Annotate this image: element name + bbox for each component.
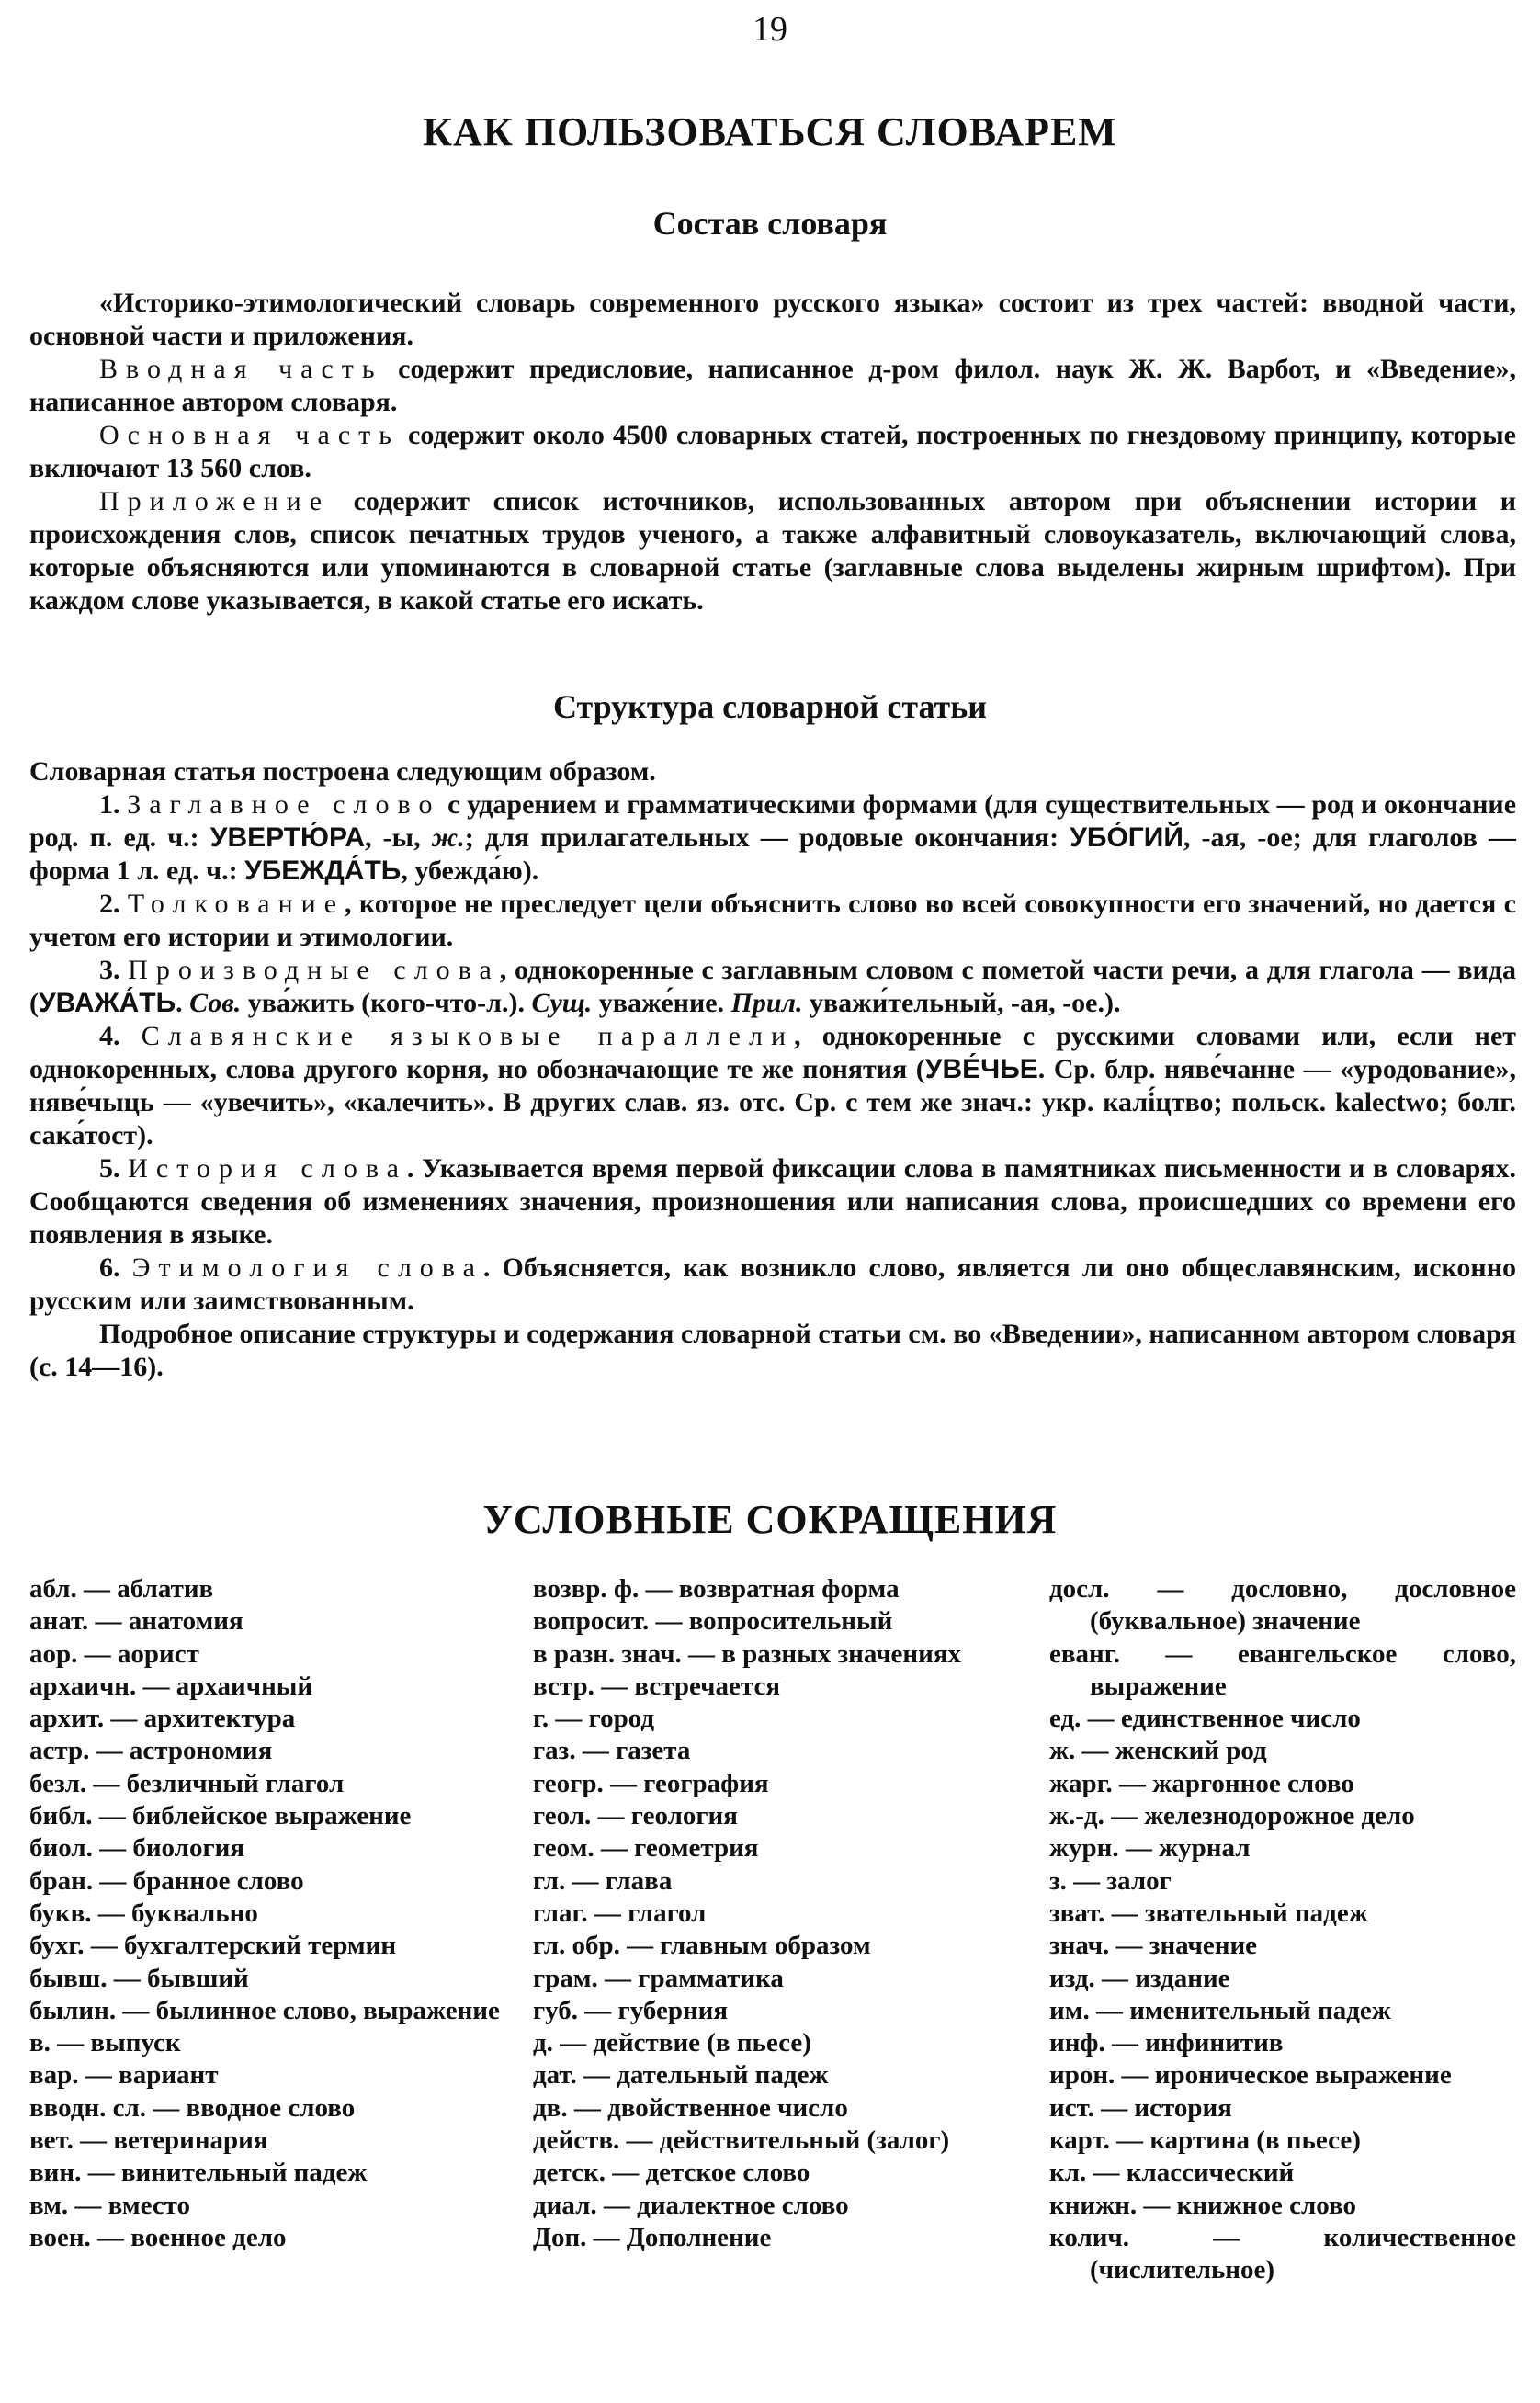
abbreviation-entry: ирон. — ироническое выражение bbox=[1049, 2060, 1452, 2091]
item-number: 4. bbox=[99, 1021, 142, 1051]
grammar-mark: ж. bbox=[431, 822, 465, 853]
abbreviation-entry: изд. — издание bbox=[1049, 1963, 1230, 1993]
item-text: . Объясняется, как возникло слово, является ли оно общеславянским, исконно русским или заимствованным. bbox=[29, 1253, 1516, 1316]
abbreviations-list bbox=[29, 1573, 1516, 2382]
abbreviation-entry: газ. — газета bbox=[533, 1736, 691, 1766]
composition-text bbox=[29, 287, 1516, 618]
abbreviation-entry: д. — действие (в пьесе) bbox=[533, 2028, 811, 2058]
composition-paragraph-1: «Историко-этимологический словарь современного русского языка» состоит из трех частей: вводной части, основной части и приложения. bbox=[29, 288, 1516, 351]
abbreviation-entry: бухг. — бухгалтерский термин bbox=[29, 1931, 397, 1961]
abbreviation-entry: журн. — журнал bbox=[1049, 1833, 1251, 1864]
item-text: , однокоренные с русскими словами или, если нет однокоренных, слова другого корня, но обозначающие те же понятия ( bbox=[29, 1021, 1516, 1084]
item-text: . Ср. блр. няве́чанне — «уродование», няве́чыць — «увечить», «калечить». В других слав. яз. отс. Ср. с тем же знач.: укр. калі́цтво; польск. kalectwo; болг. сака́тост). bbox=[29, 1054, 1516, 1150]
abbreviation-entry: знач. — значение bbox=[1049, 1931, 1258, 1961]
abbreviation-entry: г. — город bbox=[533, 1704, 655, 1734]
grammar-mark: Сов. bbox=[189, 988, 242, 1018]
abbreviation-entry: гл. обр. — главным образом bbox=[533, 1931, 871, 1961]
abbreviation-entry: гл. — глава bbox=[533, 1865, 673, 1896]
structure-item-6 bbox=[29, 1252, 1516, 1318]
abbreviation-entry: геом. — геометрия bbox=[533, 1833, 759, 1864]
section-title-composition: Состав словаря bbox=[652, 205, 888, 242]
abbreviation-entry: детск. — детское слово bbox=[533, 2158, 810, 2188]
composition-paragraph-2 bbox=[29, 353, 1516, 419]
grammar-mark: Прил. bbox=[730, 988, 803, 1018]
term-slavic-parallels: Славянские языковые параллели bbox=[141, 1021, 795, 1051]
abbreviation-entry: ед. — единственное число bbox=[1049, 1704, 1361, 1734]
term-main-part: Основная часть bbox=[99, 420, 400, 450]
abbreviation-entry: в. — выпуск bbox=[29, 2028, 181, 2058]
abbreviation-entry: вопросит. — вопросительный bbox=[533, 1606, 893, 1637]
abbreviation-entry: бран. — бранное слово bbox=[29, 1865, 304, 1896]
abbreviation-entry: досл. — дословно, дословное (буквальное) значение bbox=[1049, 1574, 1516, 1637]
item-number: 2. bbox=[99, 889, 128, 919]
abbreviation-entry: вин. — винительный падеж bbox=[29, 2158, 368, 2188]
item-text: ува́жить (кого-что-л.). bbox=[241, 988, 532, 1018]
abbreviation-entry: действ. — действительный (залог) bbox=[533, 2125, 950, 2156]
example-headword: УВЕ́ЧЬЕ bbox=[924, 1054, 1038, 1084]
item-text: с ударением и грамматическими формами (для существительных — род и окончание род. п. ед. ч.: bbox=[29, 789, 1517, 853]
abbreviation-entry: глаг. — глагол bbox=[533, 1898, 707, 1928]
abbreviation-entry: им. — именительный падеж bbox=[1049, 1995, 1391, 2025]
example-headword: УБО́ГИЙ bbox=[1070, 822, 1183, 853]
structure-outro: Подробное описание структуры и содержания словарной статьи см. во «Введении», написанном автором словаря (с. 14—16). bbox=[29, 1319, 1516, 1382]
item-number: 3. bbox=[99, 955, 129, 985]
abbreviation-entry: зват. — звательный падеж bbox=[1049, 1898, 1368, 1928]
item-text: , убежда́ю). bbox=[401, 856, 539, 886]
composition-paragraph-4 bbox=[29, 485, 1516, 618]
abbreviation-entry: воен. — военное дело bbox=[29, 2222, 287, 2252]
example-headword: УВАЖА́ТЬ bbox=[39, 988, 176, 1018]
item-number: 5. bbox=[99, 1153, 129, 1184]
abbreviation-entry: встр. — встречается bbox=[533, 1671, 781, 1701]
term-derived-words: Производные слова bbox=[128, 955, 500, 985]
abbreviation-entry: вар. — вариант bbox=[29, 2060, 219, 2091]
term-word-history: История слова bbox=[128, 1153, 407, 1184]
section-title-abbreviations: УСЛОВНЫЕ СОКРАЩЕНИЯ bbox=[482, 1497, 1058, 1542]
item-text: ; для прилагательных — родовые окончания: bbox=[464, 822, 1070, 853]
abbreviation-entry: бывш. — бывший bbox=[29, 1963, 249, 1993]
page-number: 19 bbox=[753, 10, 787, 49]
abbreviation-entry: грам. — грамматика bbox=[533, 1963, 784, 1993]
abbreviation-entry: губ. — губерния bbox=[533, 1995, 729, 2025]
abbreviation-entry: з. — залог bbox=[1049, 1865, 1172, 1896]
structure-item-2 bbox=[29, 888, 1516, 954]
term-appendix: Приложение bbox=[99, 486, 331, 516]
item-text: , -ы, bbox=[365, 822, 432, 853]
abbreviation-entry: в разн. знач. — в разных значениях bbox=[533, 1638, 962, 1669]
abbreviation-entry: архит. — архитектура bbox=[29, 1704, 296, 1734]
abbreviation-entry: астр. — астрономия bbox=[29, 1736, 273, 1766]
abbreviation-entry: вводн. сл. — вводное слово bbox=[29, 2092, 356, 2123]
composition-paragraph-4-text: содержит список источников, использованных автором при объяснении истории и происхождения слов, список печатных трудов ученого, а также алфавитный словоуказатель, включающий слова, которые объясняются или упоминаются в словарной статье (заглавные слова выделены жирным шрифтом). При каждом слове указывается, в какой статье его искать. bbox=[29, 486, 1516, 616]
abbreviation-entry: дат. — дательный падеж bbox=[533, 2060, 829, 2091]
grammar-mark: Сущ. bbox=[531, 988, 593, 1018]
abbreviation-entry: биол. — биология bbox=[29, 1833, 245, 1864]
example-headword: УБЕЖДА́ТЬ bbox=[244, 856, 402, 886]
abbreviation-entry: дв. — двойственное число bbox=[533, 2092, 848, 2123]
item-number: 1. bbox=[99, 789, 128, 820]
abbreviations-column-1 bbox=[29, 1573, 507, 2254]
composition-paragraph-3-text: содержит около 4500 словарных статей, построенных по гнездовому принципу, которые включают 13 560 слов. bbox=[29, 420, 1516, 483]
structure-item-3 bbox=[29, 954, 1516, 1020]
abbreviation-entry: безл. — безличный глагол bbox=[29, 1768, 345, 1798]
abbreviation-entry: Доп. — Дополнение bbox=[533, 2222, 772, 2252]
structure-item-4 bbox=[29, 1020, 1516, 1152]
main-title: КАК ПОЛЬЗОВАТЬСЯ СЛОВАРЕМ bbox=[423, 109, 1117, 154]
abbreviation-entry: ж. — женский род bbox=[1049, 1736, 1267, 1766]
abbreviation-entry: вм. — вместо bbox=[29, 2190, 191, 2220]
abbreviation-entry: карт. — картина (в пьесе) bbox=[1049, 2125, 1361, 2156]
structure-intro: Словарная статья построена следующим образом. bbox=[29, 756, 656, 787]
item-number: 6. bbox=[99, 1253, 132, 1283]
abbreviation-entry: анат. — анатомия bbox=[29, 1606, 243, 1637]
abbreviation-entry: еванг. — евангельское слово, выражение bbox=[1049, 1638, 1516, 1701]
abbreviation-entry: диал. — диалектное слово bbox=[533, 2190, 849, 2220]
item-text: , которое не преследует цели объяснить слово во всей совокупности его значений, но дается с учетом его истории и этимологии. bbox=[29, 889, 1516, 952]
item-text: , -ая, -ое; для глаголов — форма 1 л. ед. ч.: bbox=[29, 822, 1516, 886]
abbreviation-entry: жарг. — жаргонное слово bbox=[1049, 1768, 1354, 1798]
abbreviation-entry: книжн. — книжное слово bbox=[1049, 2190, 1356, 2220]
structure-item-5 bbox=[29, 1152, 1516, 1252]
example-headword: УВЕРТЮ́РА bbox=[209, 822, 366, 853]
abbreviation-entry: колич. — количественное (числительное) bbox=[1049, 2222, 1516, 2285]
item-text: уваже́ние. bbox=[592, 988, 731, 1018]
abbreviation-entry: былин. — былинное слово, выражение bbox=[29, 1995, 500, 2025]
term-headword: Заглавное слово bbox=[127, 789, 441, 820]
abbreviation-entry: аор. — аорист bbox=[29, 1638, 199, 1669]
abbreviation-entry: кл. — классический bbox=[1049, 2158, 1295, 2188]
abbreviation-entry: вет. — ветеринария bbox=[29, 2125, 268, 2156]
term-etymology: Этимология слова bbox=[131, 1253, 483, 1283]
structure-text bbox=[29, 755, 1516, 1384]
abbreviation-entry: инф. — инфинитив bbox=[1049, 2028, 1284, 2058]
abbreviation-entry: геол. — геология bbox=[533, 1801, 738, 1831]
abbreviation-entry: возвр. ф. — возвратная форма bbox=[533, 1574, 900, 1604]
abbreviations-column-2 bbox=[533, 1573, 1009, 2254]
item-text: , однокоренные с заглавным словом с пометой части речи, а для глагола — вида ( bbox=[29, 955, 1517, 1018]
abbreviations-column-3 bbox=[1049, 1573, 1516, 2287]
item-text: уважи́тельный, -ая, -ое.). bbox=[802, 988, 1121, 1018]
term-definition: Толкование bbox=[127, 889, 345, 919]
composition-paragraph-3 bbox=[29, 419, 1516, 485]
composition-paragraph-2-text: содержит предисловие, написанное д-ром филол. наук Ж. Ж. Варбот, и «Введение», написанное автором словаря. bbox=[29, 354, 1516, 417]
abbreviation-entry: библ. — библейское выражение bbox=[29, 1801, 412, 1831]
structure-item-1 bbox=[29, 788, 1516, 888]
abbreviation-entry: ж.-д. — железнодорожное дело bbox=[1049, 1801, 1415, 1831]
section-title-structure: Структура словарной статьи bbox=[552, 688, 988, 725]
abbreviation-entry: архаичн. — архаичный bbox=[29, 1671, 313, 1701]
item-text: . bbox=[176, 988, 190, 1018]
item-text: . Указывается время первой фиксации слова в памятниках письменности и в словарях. Сообщаются сведения об изменениях значения, произношения или написания слова, происшедших со времени его появления в языке. bbox=[29, 1153, 1516, 1250]
term-introductory-part: Вводная часть bbox=[99, 354, 383, 384]
abbreviation-entry: букв. — буквально bbox=[29, 1898, 258, 1928]
abbreviation-entry: ист. — история bbox=[1049, 2092, 1232, 2123]
abbreviation-entry: геогр. — география bbox=[533, 1768, 769, 1798]
abbreviation-entry: абл. — аблатив bbox=[29, 1574, 214, 1604]
